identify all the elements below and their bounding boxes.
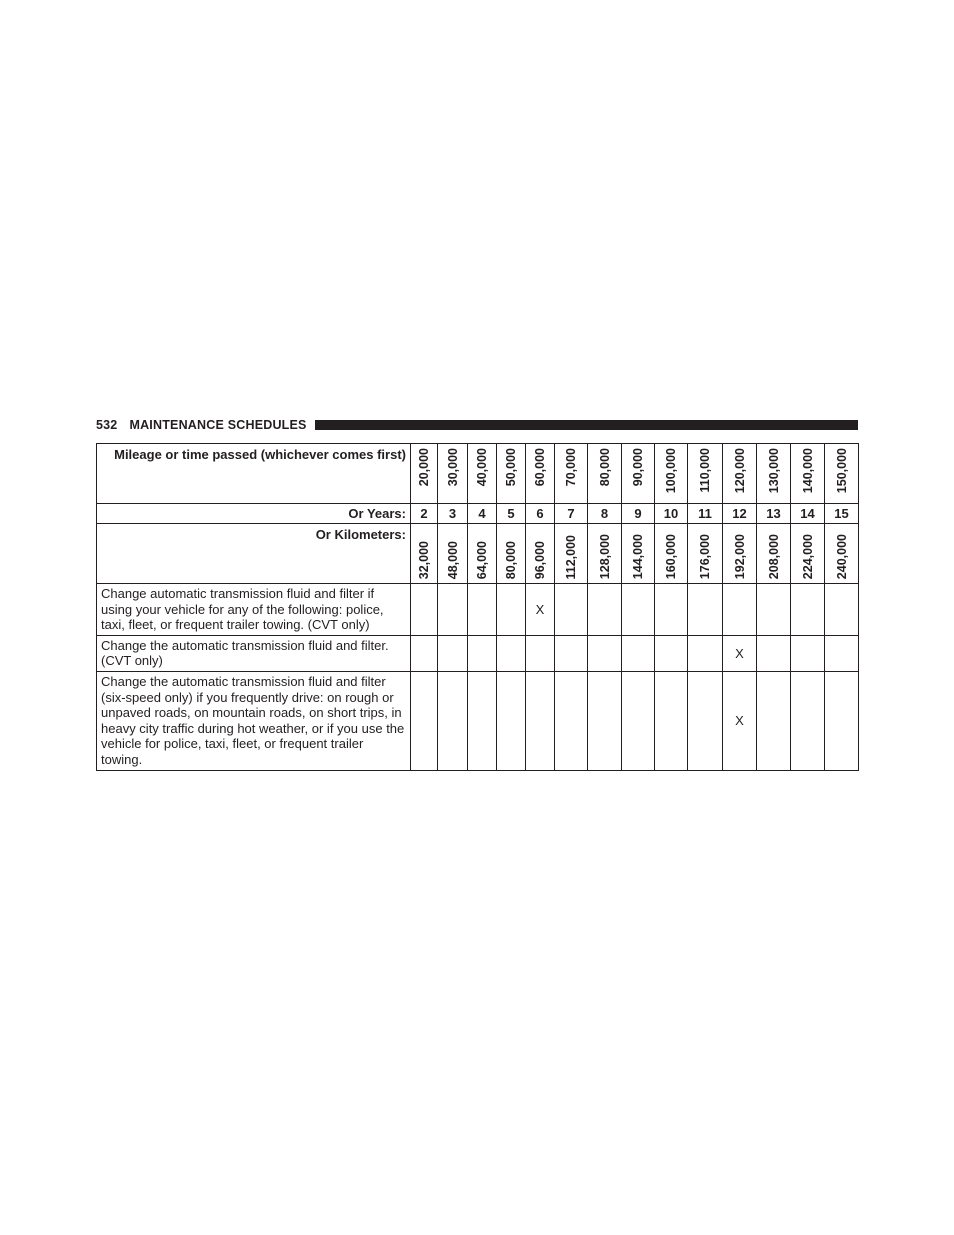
mileage-cell	[825, 444, 859, 504]
mileage-cell	[588, 444, 622, 504]
kilometers-row	[97, 524, 859, 584]
year-cell: 15	[825, 504, 859, 524]
schedule-mark-cell	[555, 671, 588, 770]
task-row	[97, 635, 859, 671]
schedule-mark-cell	[622, 635, 655, 671]
mileage-value: 120,000	[732, 448, 747, 494]
kilometers-value: 144,000	[631, 533, 645, 579]
kilometers-value: 96,000	[533, 540, 547, 579]
year-cell: 6	[526, 504, 555, 524]
schedule-mark-cell	[526, 671, 555, 770]
mileage-value: 40,000	[475, 448, 489, 487]
schedule-mark-cell	[757, 635, 791, 671]
mileage-row	[97, 444, 859, 504]
schedule-mark-cell	[468, 671, 497, 770]
mileage-cell	[622, 444, 655, 504]
year-cell: 13	[757, 504, 791, 524]
schedule-mark-cell	[655, 671, 688, 770]
schedule-mark-cell	[438, 584, 468, 636]
mileage-value: 60,000	[533, 448, 547, 487]
mileage-value: 80,000	[597, 448, 612, 487]
mileage-value: 30,000	[445, 448, 460, 487]
kilometers-cell	[757, 524, 791, 584]
kilometers-value: 48,000	[445, 540, 460, 579]
kilometers-value: 160,000	[664, 533, 678, 579]
schedule-mark-cell	[438, 671, 468, 770]
schedule-mark-cell	[411, 635, 438, 671]
header-rule	[315, 420, 858, 430]
mileage-cell	[723, 444, 757, 504]
schedule-mark-cell	[655, 584, 688, 636]
kilometers-cell	[622, 524, 655, 584]
schedule-mark-cell	[825, 671, 859, 770]
schedule-mark-cell	[655, 635, 688, 671]
kilometers-cell	[555, 524, 588, 584]
kilometers-value: 240,000	[834, 533, 849, 579]
kilometers-cell	[791, 524, 825, 584]
task-description: Change the automatic transmission fluid and filter. (CVT only)	[97, 635, 411, 671]
kilometers-value: 64,000	[475, 540, 489, 579]
task-description: Change the automatic transmission fluid and filter (six-speed only) if you frequently drive: on rough or unpaved roads, on mountain roads, on short trips, in heavy city traffic during hot weather, or if you use the vehicle for police, taxi, fleet, or frequent trailer towing.	[97, 671, 411, 770]
schedule-mark-cell	[825, 584, 859, 636]
schedule-mark-cell	[791, 635, 825, 671]
kilometers-cell	[526, 524, 555, 584]
schedule-mark-cell	[497, 584, 526, 636]
page-header	[96, 417, 858, 433]
year-cell: 7	[555, 504, 588, 524]
schedule-mark-cell	[411, 671, 438, 770]
kilometers-cell	[438, 524, 468, 584]
mileage-value: 90,000	[631, 448, 645, 487]
year-cell: 3	[438, 504, 468, 524]
schedule-mark-cell	[825, 635, 859, 671]
kilometers-value: 80,000	[504, 540, 518, 579]
year-cell: 14	[791, 504, 825, 524]
mileage-cell	[468, 444, 497, 504]
mileage-cell	[655, 444, 688, 504]
mileage-cell	[526, 444, 555, 504]
schedule-mark-cell: X	[526, 584, 555, 636]
kilometers-cell	[497, 524, 526, 584]
kilometers-cell	[723, 524, 757, 584]
mileage-cell	[438, 444, 468, 504]
mileage-cell	[791, 444, 825, 504]
kilometers-value: 192,000	[732, 533, 747, 579]
mileage-value: 140,000	[800, 448, 815, 494]
schedule-mark-cell	[622, 671, 655, 770]
schedule-mark-cell	[757, 584, 791, 636]
mileage-value: 150,000	[834, 448, 849, 494]
kilometers-cell	[588, 524, 622, 584]
year-cell: 12	[723, 504, 757, 524]
section-title: MAINTENANCE SCHEDULES	[129, 418, 307, 432]
schedule-mark-cell	[411, 584, 438, 636]
schedule-mark-cell: X	[723, 635, 757, 671]
mileage-label: Mileage or time passed (whichever comes first)	[97, 444, 411, 504]
kilometers-cell	[655, 524, 688, 584]
schedule-mark-cell	[588, 584, 622, 636]
schedule-mark-cell	[723, 584, 757, 636]
mileage-cell	[411, 444, 438, 504]
schedule-mark-cell	[468, 584, 497, 636]
mileage-value: 70,000	[564, 448, 578, 487]
schedule-mark-cell	[688, 671, 723, 770]
mileage-cell	[497, 444, 526, 504]
kilometers-cell	[688, 524, 723, 584]
year-cell: 11	[688, 504, 723, 524]
task-row	[97, 671, 859, 770]
maintenance-schedule-table	[96, 443, 859, 771]
year-cell: 4	[468, 504, 497, 524]
kilometers-cell	[468, 524, 497, 584]
schedule-mark-cell	[555, 584, 588, 636]
mileage-cell	[555, 444, 588, 504]
year-cell: 8	[588, 504, 622, 524]
mileage-cell	[688, 444, 723, 504]
kilometers-value: 176,000	[698, 533, 712, 579]
schedule-mark-cell	[588, 635, 622, 671]
page-number: 532	[96, 418, 118, 432]
mileage-value: 50,000	[504, 448, 518, 487]
years-label: Or Years:	[97, 504, 411, 524]
task-row	[97, 584, 859, 636]
schedule-mark-cell	[468, 635, 497, 671]
schedule-mark-cell	[688, 584, 723, 636]
mileage-value: 20,000	[417, 448, 431, 487]
mileage-cell	[757, 444, 791, 504]
mileage-value: 100,000	[664, 448, 678, 494]
kilometers-cell	[825, 524, 859, 584]
kilometers-value: 128,000	[597, 533, 612, 579]
kilometers-cell	[411, 524, 438, 584]
years-row	[97, 504, 859, 524]
schedule-mark-cell	[555, 635, 588, 671]
schedule-mark-cell	[497, 671, 526, 770]
kilometers-value: 224,000	[800, 533, 815, 579]
schedule-mark-cell	[688, 635, 723, 671]
year-cell: 5	[497, 504, 526, 524]
schedule-mark-cell	[526, 635, 555, 671]
year-cell: 2	[411, 504, 438, 524]
schedule-mark-cell	[622, 584, 655, 636]
kilometers-value: 208,000	[766, 533, 781, 579]
kilometers-value: 32,000	[417, 540, 431, 579]
task-description: Change automatic transmission fluid and filter if using your vehicle for any of the following: police, taxi, fleet, or frequent trailer towing. (CVT only)	[97, 584, 411, 636]
kilometers-label: Or Kilometers:	[97, 524, 411, 584]
mileage-value: 130,000	[766, 448, 781, 494]
schedule-mark-cell	[791, 584, 825, 636]
schedule-mark-cell	[588, 671, 622, 770]
kilometers-value: 112,000	[564, 534, 578, 579]
year-cell: 9	[622, 504, 655, 524]
schedule-mark-cell	[757, 671, 791, 770]
schedule-mark-cell: X	[723, 671, 757, 770]
schedule-mark-cell	[438, 635, 468, 671]
schedule-mark-cell	[791, 671, 825, 770]
year-cell: 10	[655, 504, 688, 524]
mileage-value: 110,000	[698, 448, 712, 493]
schedule-mark-cell	[497, 635, 526, 671]
